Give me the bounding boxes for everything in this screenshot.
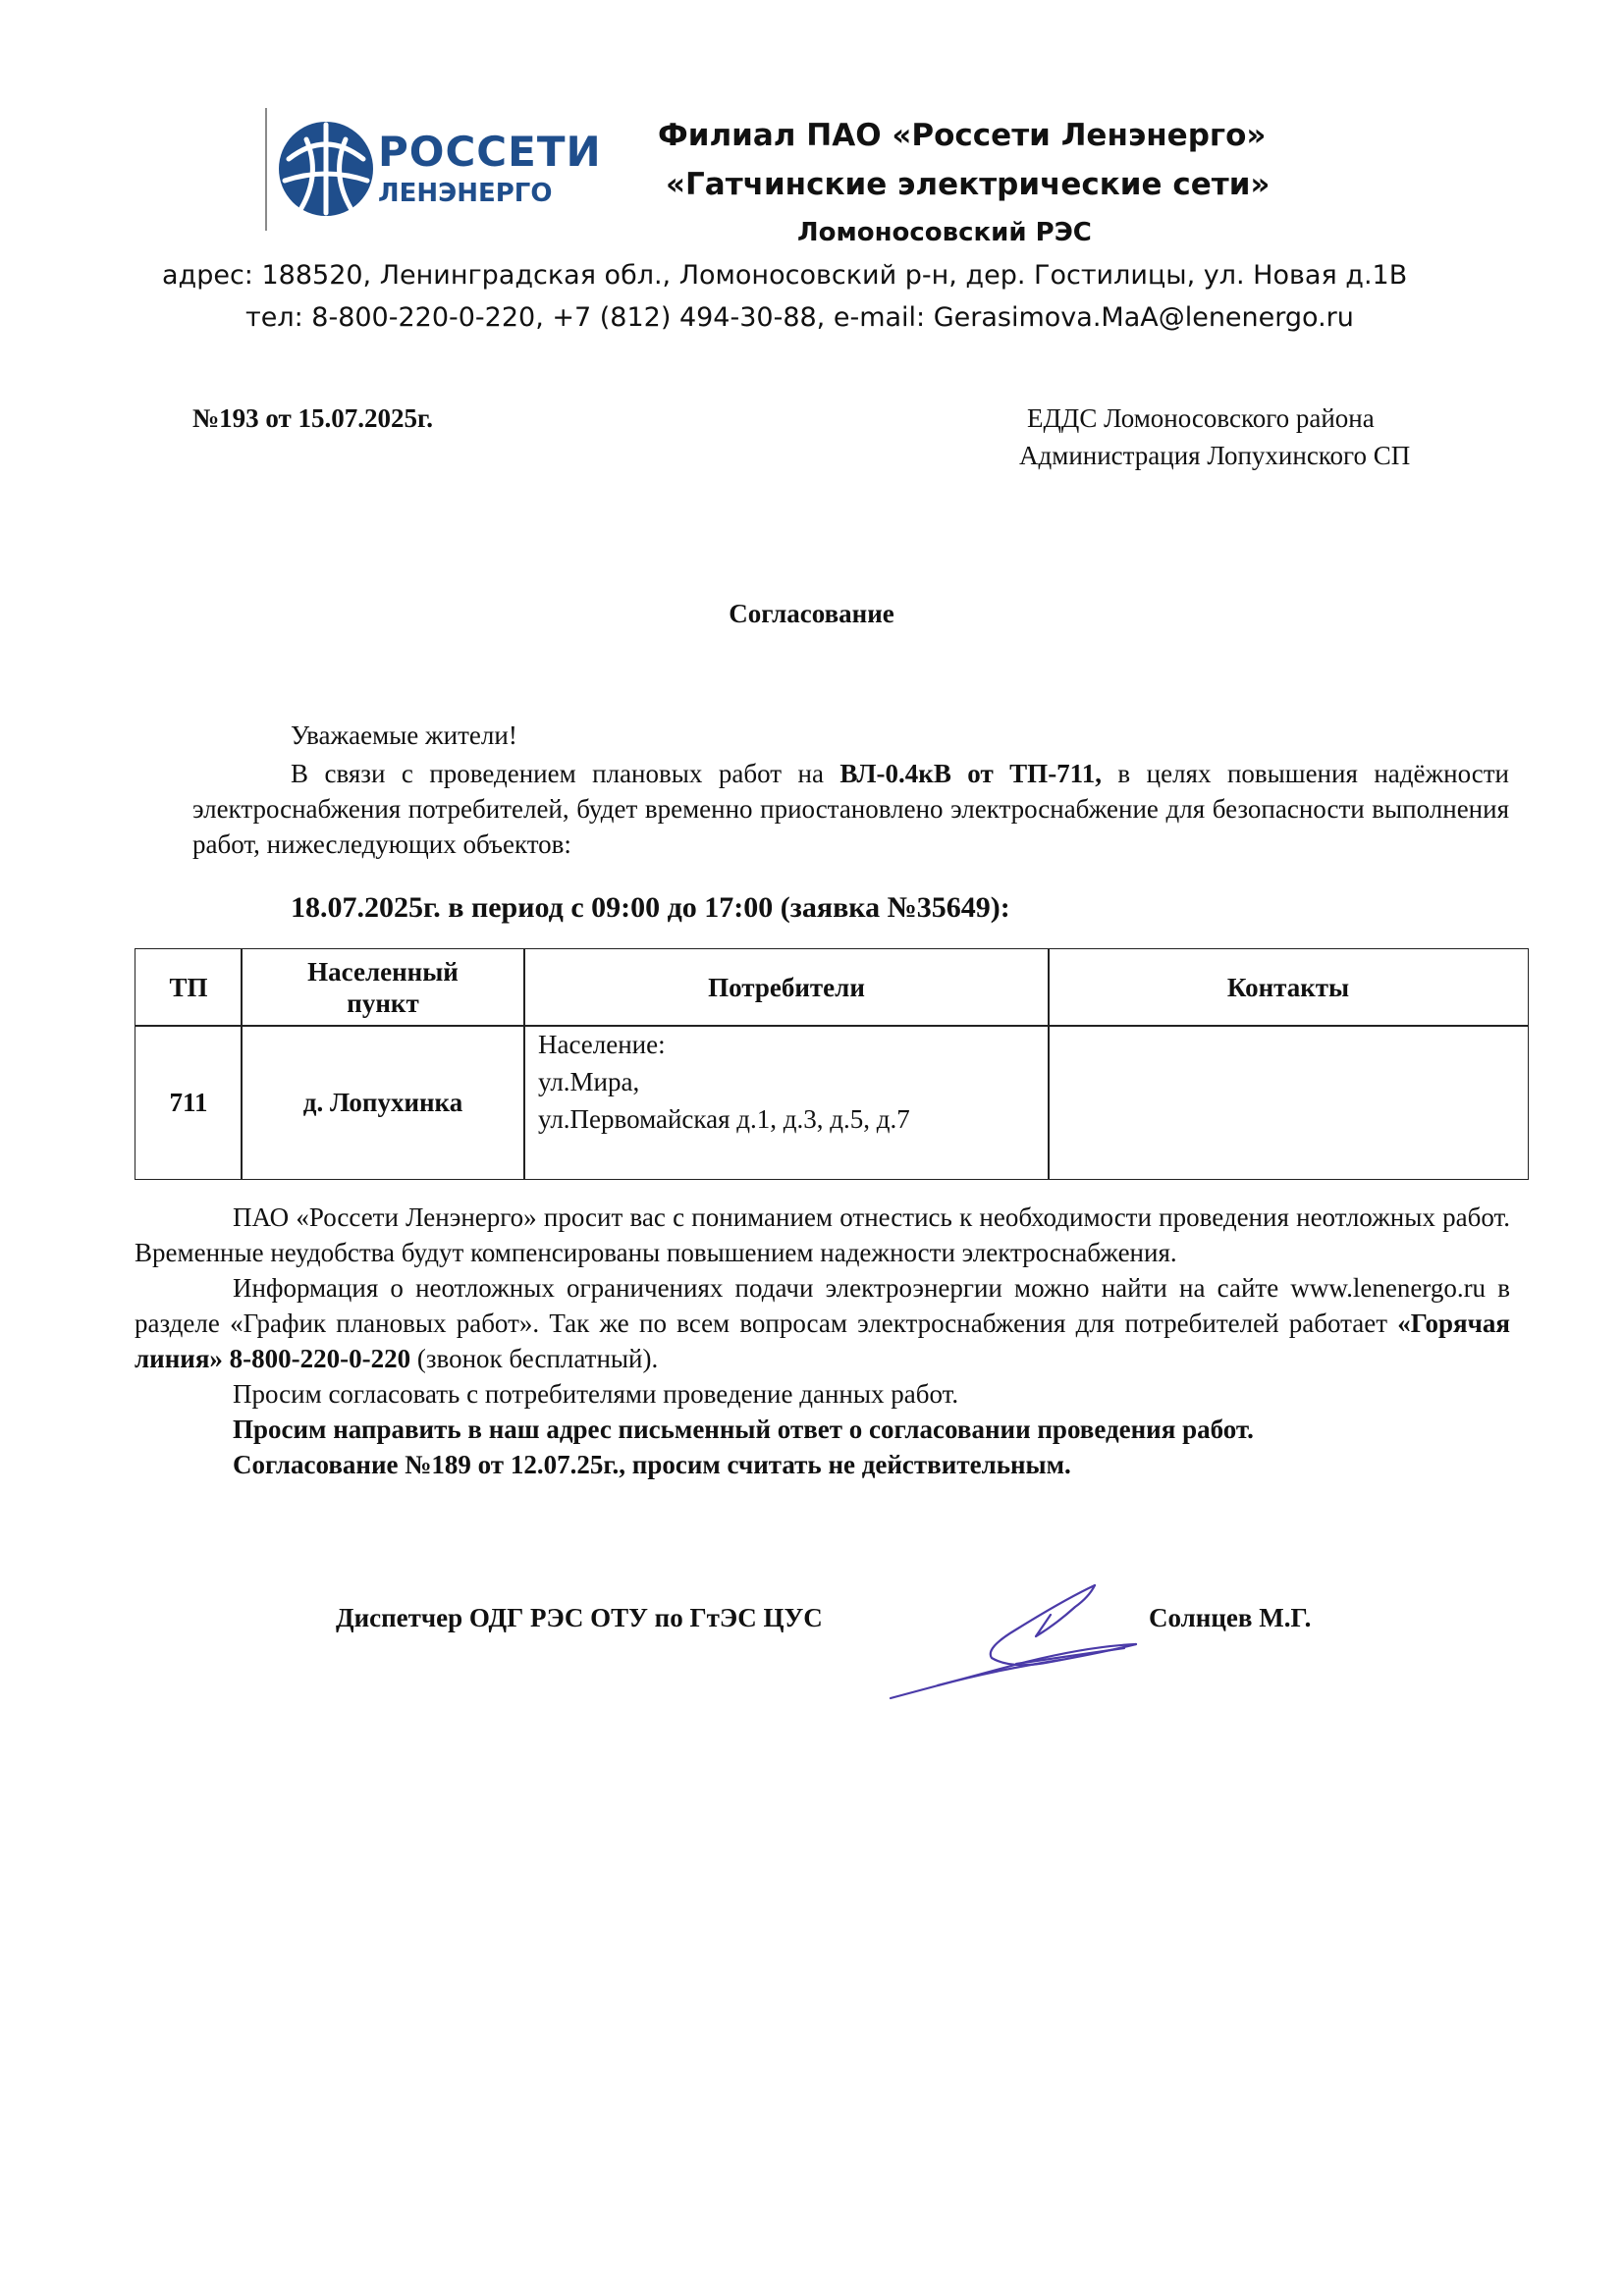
org-address: адрес: 188520, Ленинградская обл., Ломоносовский р-н, дер. Гостилицы, ул. Новая д.1В — [162, 260, 1408, 291]
recipient-line-2: Администрация Лопухинского СП — [1019, 441, 1411, 470]
body-p2-text-1: Информация о неотложных ограничениях подачи электроэнергии можно найти на сайте www.lenenergo.ru в разделе «График плановых работ». Так же по всем вопросам электроснабжения для потребителей работает — [135, 1273, 1510, 1338]
outage-period: 18.07.2025г. в период с 09:00 до 17:00 (заявка №35649): — [291, 891, 1010, 924]
body-paragraph-5: Согласование №189 от 12.07.25г., просим считать не действительным. — [233, 1450, 1071, 1479]
table-header-contacts: Контакты — [1048, 948, 1529, 1027]
table-cell-consumers — [523, 1025, 1050, 1180]
consumers-line: ул.Первомайская д.1, д.3, д.5, д.7 — [538, 1104, 910, 1134]
org-name: Филиал ПАО «Россети Ленэнерго» — [658, 118, 1267, 153]
body-paragraph-3: Просим согласовать с потребителями проведение данных работ. — [233, 1379, 959, 1409]
body-p2-text-2: (звонок бесплатный). — [410, 1344, 659, 1373]
logo-divider — [265, 108, 267, 231]
table-header-locality: Населенный пункт — [241, 948, 525, 1027]
table-cell-contacts — [1048, 1025, 1529, 1180]
signer-name: Солнцев М.Г. — [1149, 1603, 1312, 1632]
table-cell-tp: 711 — [135, 1025, 243, 1180]
document-title: Согласование — [729, 599, 894, 628]
intro-text-1: В связи с проведением плановых работ на — [291, 759, 840, 788]
body-paragraph-2 — [135, 1270, 1510, 1376]
table-cell-locality: д. Лопухинка — [241, 1025, 525, 1180]
consumers-line: Население: — [538, 1030, 666, 1059]
branch-name: «Гатчинские электрические сети» — [666, 167, 1271, 202]
body-paragraph-4: Просим направить в наш адрес письменный ответ о согласовании проведения работ. — [233, 1415, 1254, 1444]
body-paragraph-1: ПАО «Россети Ленэнерго» просит вас с пониманием отнестись к необходимости проведения неотложных работ. Временные неудобства будут компенсированы повышением надежности электроснабжения. — [135, 1202, 1510, 1267]
intro-text-2: в целях повышения надёжности электроснабжения потребителей, будет временно приостановлено электроснабжение для безопасности выполнения работ, нижеследующих объектов: — [192, 759, 1510, 859]
greeting: Уважаемые жители! — [291, 721, 517, 750]
org-contacts: тел: 8-800-220-0-220, +7 (812) 494-30-88, e-mail: Gerasimova.MaA@lenenergo.ru — [245, 302, 1354, 333]
consumers-line: ул.Мира, — [538, 1067, 640, 1096]
signer-position: Диспетчер ОДГ РЭС ОТУ по ГтЭС ЦУС — [336, 1603, 823, 1632]
district-name: Ломоносовский РЭС — [797, 218, 1092, 247]
table-header-tp: ТП — [135, 948, 243, 1027]
handwritten-signature — [879, 1575, 1163, 1703]
hotline: «Горячая линия» 8-800-220-0-220 — [135, 1308, 1510, 1373]
table-header-consumers: Потребители — [523, 948, 1050, 1027]
logo-text-secondary: ЛЕНЭНЕРГО — [378, 179, 553, 208]
logo-emblem-icon — [277, 120, 375, 218]
logo-text-primary: РОССЕТИ — [378, 128, 602, 176]
body-text — [135, 1200, 1510, 1482]
intro-line-object: ВЛ-0.4кВ от ТП-711, — [839, 759, 1102, 788]
company-logo — [265, 108, 602, 231]
recipient-line-1: ЕДДС Ломоносовского района — [1027, 403, 1375, 433]
intro-paragraph — [192, 756, 1509, 862]
document-number: №193 от 15.07.2025г. — [192, 403, 434, 433]
outage-table — [135, 948, 1529, 1180]
